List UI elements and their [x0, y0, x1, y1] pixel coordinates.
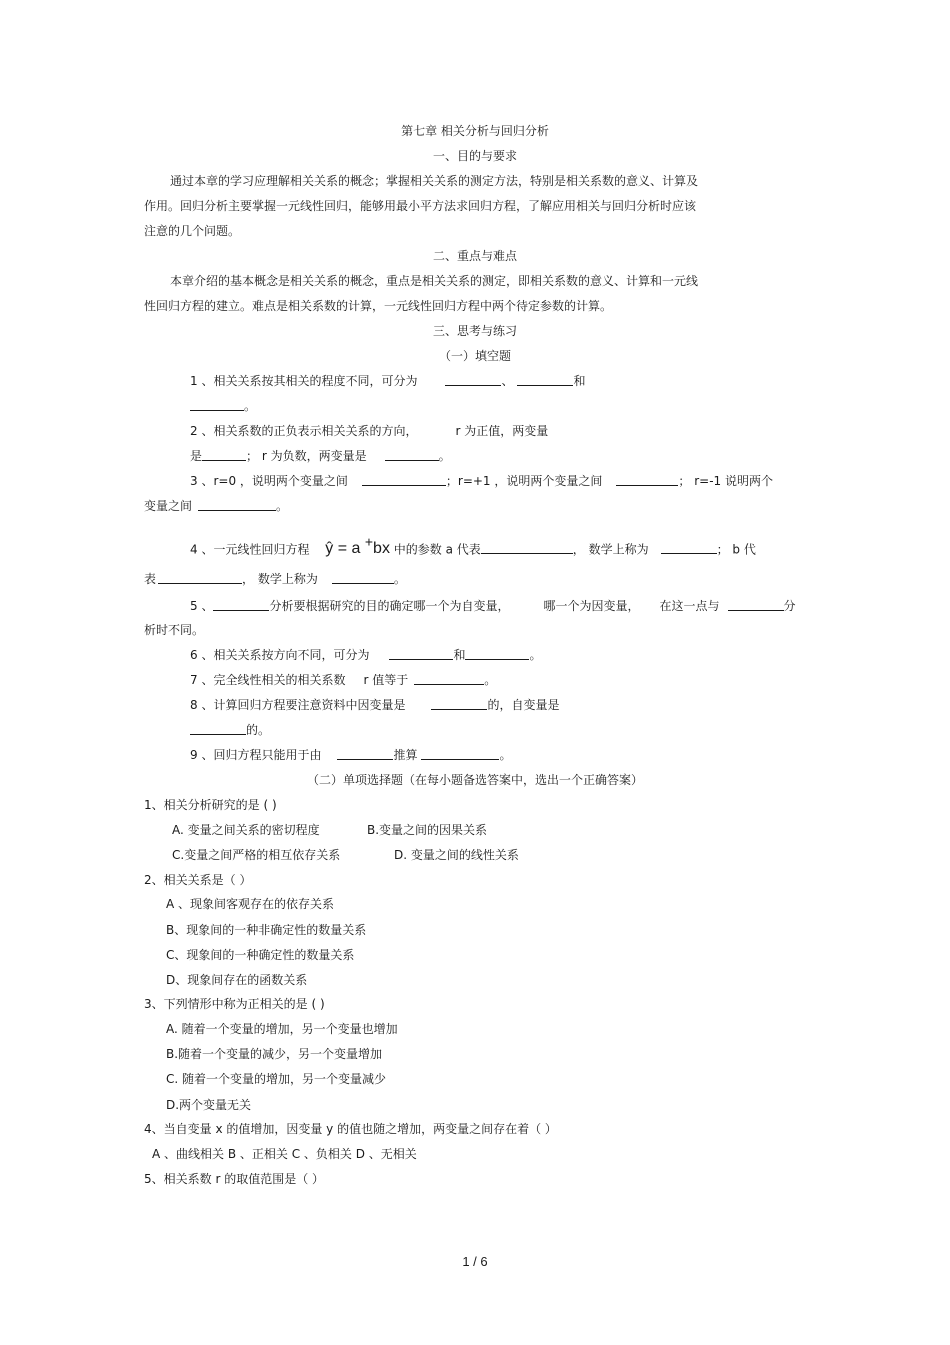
fill-question-2-cont: 是 ； r 为负数，两变量是 。 — [190, 449, 451, 463]
answer-blank — [517, 373, 573, 386]
fill-question-2: 2 、相关系数的正负表示相关关系的方向， r 为正值，两变量 — [190, 424, 549, 438]
answer-blank — [190, 722, 246, 735]
page-title: 第七章 相关分析与回归分析 — [401, 124, 549, 138]
answer-blank — [362, 473, 446, 486]
answer-blank — [431, 697, 487, 710]
regression-equation: ŷ = a +bx — [325, 534, 390, 558]
choice-option: B、现象间的一种非确定性的数量关系 — [166, 923, 367, 937]
section-heading-exercises: 三、思考与练习 — [432, 324, 517, 338]
answer-blank — [728, 598, 784, 611]
choice-option: B.随着一个变量的减少，另一个变量增加 — [166, 1047, 383, 1061]
choice-question-1: 1、相关分析研究的是 ( ) — [144, 798, 277, 812]
answer-blank — [198, 498, 276, 511]
fill-in-blank-heading: （一）填空题 — [438, 349, 511, 363]
answer-blank — [481, 541, 573, 554]
answer-blank — [465, 647, 529, 660]
fill-question-5-cont: 析时不同。 — [144, 623, 205, 637]
fill-question-3-cont: 变量之间 。 — [144, 499, 289, 513]
choice-option: A. 变量之间关系的密切程度 — [172, 823, 320, 837]
fill-question-6: 6 、相关关系按方向不同，可分为 和 。 — [190, 648, 542, 662]
choice-option: A. 随着一个变量的增加，另一个变量也增加 — [166, 1022, 398, 1036]
choice-option: A 、现象间客观存在的依存关系 — [166, 897, 335, 911]
fill-question-8-cont: 的。 — [190, 722, 270, 738]
answer-blank — [190, 398, 244, 411]
goals-paragraph-line: 通过本章的学习应理解相关关系的概念；掌握相关关系的测定方法，特别是相关系数的意义、计算及 — [170, 174, 699, 188]
page-number: 1 / 6 — [462, 1254, 488, 1269]
fill-question-5: 5 、 分析要根据研究的目的确定哪一个为自变量， 哪一个为因变量， 在这一点与 分 — [190, 599, 796, 613]
choice-option: C.变量之间严格的相互依存关系 — [172, 848, 341, 862]
choice-question-2: 2、相关关系是（ ） — [144, 873, 252, 887]
answer-blank — [202, 448, 246, 461]
fill-question-8: 8 、计算回归方程要注意资料中因变量是 的，自变量是 — [190, 698, 560, 712]
choice-question-3: 3、下列情形中称为正相关的是 ( ) — [144, 997, 325, 1011]
answer-blank — [389, 647, 453, 660]
answer-blank — [616, 473, 678, 486]
answer-blank — [213, 598, 269, 611]
key-points-paragraph-line: 本章介绍的基本概念是相关关系的概念，重点是相关关系的测定，即相关系数的意义、计算和一元线 — [170, 274, 699, 288]
fill-question-4-cont: 表 ， 数学上称为 。 — [144, 572, 406, 586]
choice-option: D.两个变量无关 — [166, 1098, 252, 1112]
multiple-choice-heading: （二）单项选择题（在每小题备选答案中，选出一个正确答案） — [306, 773, 643, 787]
goals-paragraph-line: 作用。回归分析主要掌握一元线性回归，能够用最小平方法求回归方程，了解应用相关与回归分析时应该 — [144, 199, 697, 213]
choice-options-row: A 、曲线相关 B 、正相关 C 、负相关 D 、无相关 — [152, 1147, 417, 1161]
answer-blank — [421, 747, 499, 760]
choice-option: B.变量之间的因果关系 — [367, 823, 488, 837]
choice-option: C、现象间的一种确定性的数量关系 — [166, 948, 355, 962]
goals-paragraph-line: 注意的几个问题。 — [144, 224, 241, 238]
answer-blank — [332, 571, 394, 584]
choice-option: D、现象间存在的函数关系 — [166, 973, 308, 987]
fill-question-4: 4 、一元线性回归方程 ŷ = a +bx 中的参数 a 代表 ， 数学上称为 ； b 代 — [190, 534, 756, 558]
choice-option: C. 随着一个变量的增加，另一个变量减少 — [166, 1072, 387, 1086]
key-points-paragraph-line: 性回归方程的建立。难点是相关系数的计算，一元线性回归方程中两个待定参数的计算。 — [144, 299, 613, 313]
choice-question-5: 5、相关系数 r 的取值范围是（ ） — [144, 1172, 325, 1186]
section-heading-key-points: 二、重点与难点 — [432, 249, 517, 263]
fill-question-9: 9 、回归方程只能用于由 推算 。 — [190, 748, 512, 762]
section-heading-goals: 一、目的与要求 — [432, 149, 517, 163]
fill-question-3: 3 、r=0 ，说明两个变量之间 ；r=+1 ，说明两个变量之间 ； r=-1 说明两个 — [190, 474, 773, 488]
fill-question-1-cont: 。 — [190, 398, 256, 414]
fill-question-1: 1 、相关关系按其相关的程度不同，可分为 、 和 — [190, 374, 586, 388]
answer-blank — [158, 571, 242, 584]
fill-question-7: 7 、完全线性相关的相关系数 r 值等于 。 — [190, 673, 497, 687]
answer-blank — [445, 373, 501, 386]
answer-blank — [337, 747, 393, 760]
choice-option: D. 变量之间的线性关系 — [394, 848, 519, 862]
answer-blank — [385, 448, 439, 461]
choice-question-4: 4、当自变量 x 的值增加，因变量 y 的值也随之增加，两变量之间存在着（ ） — [144, 1122, 557, 1136]
answer-blank — [661, 541, 717, 554]
answer-blank — [414, 672, 484, 685]
